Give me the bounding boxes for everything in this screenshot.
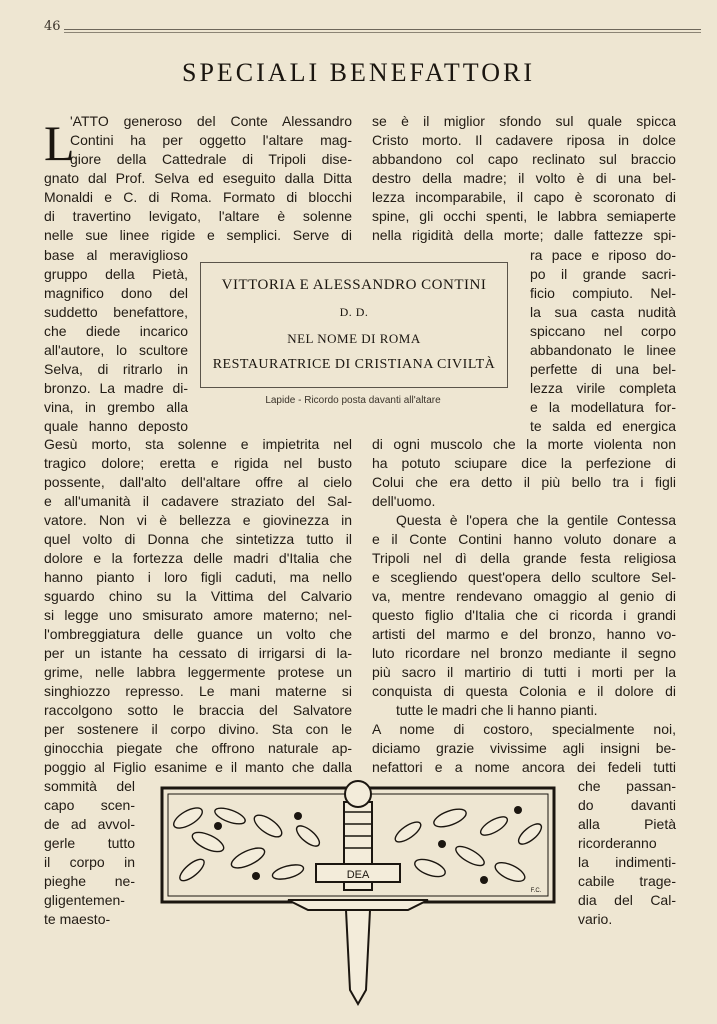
left-column-line: singhiozzo represso. Le mani materne si (44, 683, 352, 699)
left-column-line: capo scen- (44, 797, 136, 813)
left-column-line: Selva, di ritrarlo in (44, 361, 188, 377)
inscription-line-2: D. D. (339, 305, 369, 319)
drop-cap: L (44, 115, 75, 171)
right-column-line: abbandonato le linee (530, 342, 676, 358)
left-column-line: gligentemen- (44, 892, 125, 908)
right-column-line: che passan- (578, 778, 676, 794)
inscription-box (200, 262, 508, 388)
left-column-line: sommità del (44, 778, 135, 794)
left-column-line: tragico dolore; eretta e rigida nel busto (44, 455, 352, 471)
right-column-line: po il grande sacri- (530, 266, 676, 282)
right-column-line: dell'uomo. (372, 493, 436, 509)
left-column-line: per sostenere il corpo divino. Sta con le (44, 721, 352, 737)
left-column-line: sguardo chino su la Vittima del Calvario (44, 588, 352, 604)
left-column-line: giore della Cattedrale di Tripoli dise- (70, 151, 352, 167)
sword-laurel-ornament (158, 772, 558, 1007)
left-column-line: base al meraviglioso (44, 247, 189, 263)
left-column-line: Gesù morto, sta solenne e impietrita nel (44, 436, 352, 452)
right-column-line: perfette di una bel- (530, 361, 676, 377)
right-column-line: tutte le madri che li hanno pianti. (396, 702, 598, 718)
right-column-line: nella rigidità della morte; dalle fattezze spi- (372, 227, 676, 243)
left-column-line: quale hanno deposto (44, 418, 188, 434)
left-column-line: il corpo in (44, 854, 135, 870)
left-column-line: per un istante ha cessato di irrigarsi di la- (44, 645, 353, 661)
left-column-line: magnifico dono del (44, 285, 188, 301)
left-column-line: possente, dall'alto dell'altare offre al cielo (44, 474, 352, 490)
right-column-line: spiccano nel corpo (530, 323, 676, 339)
right-column-line: la sua casta nudità (530, 304, 676, 320)
left-column-line: te maesto- (44, 911, 111, 927)
inscription-caption: Lapide - Ricordo posta davanti all'altare (265, 395, 441, 406)
left-column-line: hanno pianto i loro figli caduti, ma nello (44, 569, 352, 585)
monogram: F.C. (530, 888, 542, 894)
right-column-line: Tripoli nel dì della grande festa religiosa (372, 550, 677, 566)
right-column-line: abbandono col capo reclinato sul braccio (372, 151, 676, 167)
right-column-line: Questa è l'opera che la gentile Contessa (396, 512, 676, 528)
right-column-line: e il Conte Contini hanno voluto donare a (372, 531, 677, 547)
right-column-line: lezza virile completa (530, 380, 676, 396)
left-column-line: 'ATTO generoso del Conte Alessandro (70, 113, 352, 129)
left-column-line: che diede incarico (44, 323, 188, 339)
left-column-line: ginocchia piegate che offrono naturale ap- (44, 740, 353, 756)
left-column-line: bronzo. La madre di- (44, 380, 188, 396)
right-column-line: ha potuto sciupare dice la perfezione di (372, 455, 677, 471)
left-column-line: gnato dal Prof. Selva ed eseguito dalla Ditta (44, 170, 352, 186)
right-column-line: la indimenti- (578, 854, 676, 870)
left-column-line: vatore. Non vi è bellezza e giovinezza in (44, 512, 352, 528)
right-column-line: ricorderanno (578, 835, 657, 851)
right-column-line: se è il miglior sfondo sul quale spicca (372, 113, 676, 129)
left-column-line: de ad avvol- (44, 816, 135, 832)
left-column-line: Monaldi e C. di Roma. Formato di blocchi (44, 189, 353, 205)
left-column-line: raccolgono sotto le braccia del Salvatore (44, 702, 352, 718)
right-column-line: va, mentre rendevano omaggio al genio di (372, 588, 676, 604)
left-column-line: all'autore, lo scultore (44, 342, 189, 358)
top-rule (64, 29, 701, 30)
top-rule-second (64, 32, 701, 33)
right-column-line: e scegliendo quest'opera dello scultore Sel- (372, 569, 676, 585)
left-column-line: di travertino levigato, l'altare è solenne (44, 208, 352, 224)
left-column-line: gerle tutto (44, 835, 135, 851)
right-column-line: artisti del marmo e del bronzo, hanno vo- (372, 626, 677, 642)
left-column-line: poggio al Figlio esanime e il manto che dalla (44, 759, 352, 775)
right-column-line: questo figlio d'Italia che ci ricorda i grandi (372, 607, 677, 623)
left-column-line: Contini ha per oggetto l'altare mag- (70, 132, 352, 148)
left-column-line: grime, nelle labbra leggermente protese un (44, 664, 352, 680)
right-column-line: nefattori e a nome ancora dei fedeli tutti (372, 759, 676, 775)
right-column-line: destro della madre; il volto è di una bel- (372, 170, 677, 186)
left-column-line: gruppo della Pietà, (44, 266, 188, 282)
right-column-line: e la modellatura for- (530, 399, 676, 415)
inscription-line-1: VITTORIA E ALESSANDRO CONTINI (221, 277, 487, 293)
inscription-line-4: RESTAURATRICE DI CRISTIANA CIVILTÀ (212, 357, 496, 372)
right-column-line: vario. (578, 911, 613, 927)
right-column-line: alla Pietà (578, 816, 677, 832)
sword-label: DEA (346, 869, 370, 881)
left-column-line: e all'umanità il cadavere straziato del Sal- (44, 493, 353, 509)
right-column-line: ficio compiuto. Nel- (530, 285, 677, 301)
right-column-line: do davanti (578, 797, 676, 813)
inscription-line-3: NEL NOME DI ROMA (287, 331, 421, 346)
left-column-line: suddetto benefattore, (44, 304, 188, 320)
right-column-line: più sacro il martirio di tutti i morti per la (372, 664, 676, 680)
right-column-line: dia del Cal- (578, 892, 676, 908)
left-column-line: quel volto di Donna che sintetizza tutto il (44, 531, 352, 547)
left-column-line: vina, in grembo alla (44, 399, 188, 415)
right-column-line: ra pace e riposo do- (530, 247, 676, 263)
left-column-line: l'ombreggiatura delle guance un volto che (44, 626, 352, 642)
right-column-line: spine, gli occhi spenti, le labbra semiaperte (372, 208, 677, 224)
left-column-line: dolore e la fortezza delle madri d'Italia che (44, 550, 353, 566)
left-column-line: nelle sue linee rigide e semplici. Serve di (44, 227, 352, 243)
right-column-line: di ogni muscolo che la morte violenta non (372, 436, 677, 452)
right-column-line: cabile trage- (578, 873, 676, 889)
left-column-line: pieghe ne- (44, 873, 135, 889)
page-number: 46 (44, 19, 61, 34)
right-column-line: Cristo morto. Il cadavere riposa in dolce (372, 132, 676, 148)
right-column-line: Colui che era detto il più bello tra i figli (372, 474, 677, 490)
right-column-line: luto ricordare nel bronzo mediante il segno (372, 645, 677, 661)
right-column-line: diciamo grazie vivissime agli insigni be- (372, 740, 676, 756)
right-column-line: lezza incomparabile, il capo è scoronato di (372, 189, 677, 205)
right-column-line: A nome di costoro, specialmente noi, (372, 721, 676, 737)
right-column-line: conquista di questa Colonia e il dolore di (372, 683, 677, 699)
page-title: SPECIALI BENEFATTORI (182, 58, 535, 87)
right-column-line: te salda ed energica (530, 418, 677, 434)
left-column-line: si legge uno smisurato amore materno; nel- (44, 607, 352, 623)
